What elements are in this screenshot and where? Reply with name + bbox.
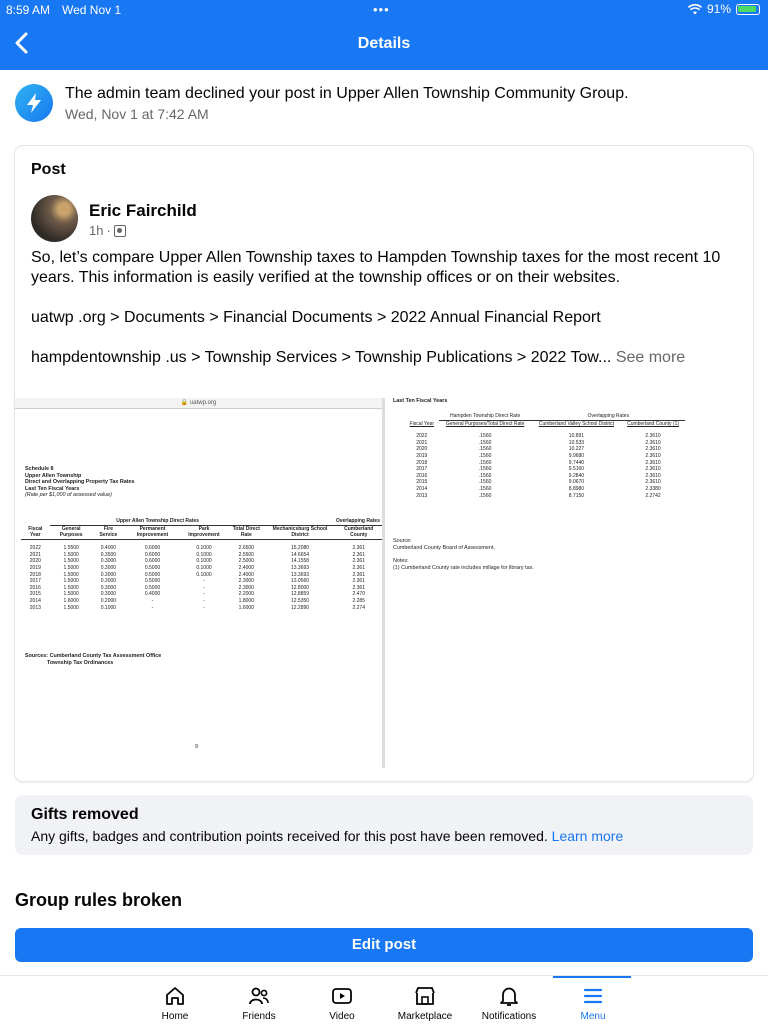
tab-notifications[interactable]: [469, 976, 549, 1024]
status-right: [688, 2, 760, 16]
table-cell: 2.5000: [238, 558, 254, 565]
admin-lightning-icon: [15, 84, 53, 122]
hampden-tax-table-image[interactable]: [385, 398, 753, 768]
upper-allen-tax-table-image[interactable]: [15, 398, 382, 768]
tab-label: Notifications: [481, 1011, 537, 1022]
table-row: [405, 473, 685, 480]
table-cell: 2.3610: [645, 439, 661, 446]
table-cell: 8.8980: [568, 485, 585, 492]
status-bar: [0, 0, 768, 20]
video-icon: [330, 984, 354, 1008]
table-cell: 2018: [416, 459, 428, 466]
table-cell: 0.2000: [100, 598, 117, 605]
table-cell: .1560: [478, 452, 492, 459]
table-cell: 2.285: [352, 598, 365, 605]
table-cell: 0.1000: [100, 604, 117, 611]
table-cell: -: [203, 578, 205, 585]
table-cell: 1.5000: [63, 571, 79, 578]
table-cell: 0.3000: [100, 565, 117, 572]
table-cell: 2.3610: [645, 446, 661, 453]
table-cell: 0.3000: [100, 558, 117, 565]
table-cell: 2.361: [352, 551, 365, 558]
table-cell: 2.361: [352, 584, 365, 591]
table-cell: 2.361: [352, 558, 365, 565]
table-cell: 2.3610: [645, 452, 661, 459]
table-cell: 2.3000: [238, 578, 254, 585]
avatar[interactable]: [31, 195, 78, 242]
table-cell: 2013: [29, 604, 41, 611]
gifts-description: Any gifts, badges and contribution points received for this post have been removed. Learn more: [31, 828, 624, 844]
table-cell: 2.3610: [645, 459, 661, 466]
column-header: Fiscal Year: [409, 420, 434, 427]
notes: Notes: (1) Cumberland County rate includes millage for library tax.: [393, 558, 534, 571]
decline-notice: [15, 82, 755, 126]
table-cell: 14.1558: [290, 558, 310, 565]
table-row: [21, 552, 382, 559]
table-cell: 14.6654: [290, 551, 310, 558]
table-cell: 2021: [416, 439, 428, 446]
table-cell: 0.1000: [196, 545, 212, 552]
table-row: [405, 446, 685, 453]
table-cell: .1560: [478, 479, 492, 486]
table-cell: 2.3000: [238, 584, 254, 591]
table-cell: 9.5160: [568, 466, 585, 473]
table-row: [405, 460, 685, 467]
post-meta: 1h ·: [89, 223, 126, 238]
table-cell: 0.5000: [144, 571, 161, 578]
table-cell: 1.5000: [63, 551, 79, 558]
schedule-heading: Schedule 8 Upper Allen Township Direct and Overlapping Property Tax Rates Last Ten Fiscal Years (Rate per $1,000 of assessed value): [25, 466, 135, 499]
table-cell: 12.5350: [290, 598, 310, 605]
battery-percent: 91%: [706, 2, 731, 16]
marketplace-icon: [413, 984, 437, 1008]
table-cell: -: [151, 598, 154, 605]
table-cell: 2019: [29, 565, 41, 572]
column-header: Total Direct Rate: [227, 525, 266, 539]
battery-icon: [736, 4, 760, 15]
table-cell: 15.2080: [290, 545, 310, 552]
column-header: General Purposes: [50, 525, 93, 539]
gifts-title: Gifts removed: [31, 806, 139, 823]
table-cell: 2020: [416, 446, 428, 453]
column-header: Fire Service: [93, 525, 124, 539]
table-row: [405, 453, 685, 460]
table-cell: 12.2890: [290, 604, 310, 611]
table-row: [405, 466, 685, 473]
table-cell: 13.3693: [290, 571, 310, 578]
table-cell: 8.7150: [568, 492, 585, 499]
table-cell: 2.4000: [238, 565, 254, 572]
table-cell: 2.361: [352, 565, 365, 572]
table-row: [21, 605, 382, 612]
table-cell: 0.5000: [144, 578, 161, 585]
table-cell: 0.4000: [144, 591, 161, 598]
hampden-table: Hampden Township Direct Rate Overlapping Rates Fiscal Year General Purposes/Total Direct Rate Cumberland Valley School District Cumberland County (1) 2022 .1560 10.891 2.3610 2021 .1560 10.533 2.3610 2020 .1560 10.227 2.3610 2019 .1560 9.9680 2.3610 2018 .1560 9.7440 2.3610 2017 .1560 9.5160 2.3610 2016 .1560 9.2840 2.3610 2015 .1560 9.0670 2.3610 2014 .1560 8.8980 2.3380 2013 .1560 8.7150 2.2742: [405, 413, 685, 499]
page-number: 9: [195, 744, 198, 750]
table-cell: 0.6000: [144, 545, 161, 552]
table-cell: 1.5000: [63, 558, 79, 565]
table-cell: 2016: [416, 472, 428, 479]
table-row: [21, 585, 382, 592]
table-cell: 0.1000: [196, 565, 212, 572]
notice-time: Wed, Nov 1 at 7:42 AM: [65, 106, 209, 122]
table-cell: 2.3610: [645, 479, 661, 486]
table-row: [21, 591, 382, 598]
table-cell: 2022: [29, 545, 41, 552]
table-row: [21, 598, 382, 605]
table-cell: 1.5000: [63, 565, 79, 572]
table-cell: 0.1000: [196, 558, 212, 565]
post-label: Post: [31, 161, 66, 178]
table-cell: 2.5500: [238, 551, 254, 558]
table-row: [405, 479, 685, 486]
table-cell: 10.227: [568, 446, 585, 453]
tab-video[interactable]: [302, 976, 382, 1024]
table-cell: -: [203, 598, 205, 605]
post-paragraph: uatwp .org > Documents > Financial Documents > 2022 Annual Financial Report: [31, 309, 601, 326]
table-cell: 2014: [416, 485, 428, 492]
tab-marketplace[interactable]: [385, 976, 465, 1024]
page-title: Details: [357, 35, 411, 52]
tab-label: Marketplace: [397, 1011, 453, 1022]
table-cell: 1.5000: [63, 604, 79, 611]
column-header: Cumberland Valley School District: [538, 420, 615, 427]
table-cell: 13.3693: [290, 565, 310, 572]
table-cell: 0.4000: [100, 545, 117, 552]
url-bar: 🔒 uatwp.org: [15, 398, 382, 409]
table-cell: 10.533: [568, 439, 585, 446]
post-card: [15, 146, 753, 781]
column-header: General Purposes/Total Direct Rate: [445, 420, 525, 427]
table-cell: -: [151, 604, 154, 611]
table-cell: 2022: [416, 433, 428, 440]
table-cell: .1560: [478, 466, 492, 473]
post-images[interactable]: [15, 398, 753, 768]
tab-menu[interactable]: [553, 976, 633, 1024]
table-cell: 2.361: [352, 571, 365, 578]
bottom-tab-bar: [0, 975, 768, 1024]
table-cell: 1.6000: [238, 604, 254, 611]
table-cell: 2015: [416, 479, 428, 486]
tab-friends[interactable]: [219, 976, 299, 1024]
table-row: [405, 493, 685, 500]
table-cell: 1.5000: [63, 578, 79, 585]
table-cell: 0.3000: [100, 578, 117, 585]
table-cell: 1.6000: [63, 598, 79, 605]
table-cell: 2019: [416, 452, 428, 459]
post-body: [31, 248, 741, 388]
sources: Sources: Cumberland County Tax Assessment Office Township Tax Ordinances: [25, 653, 162, 666]
table-cell: .1560: [478, 472, 492, 479]
table-cell: 2013: [416, 492, 428, 499]
top-bar: [0, 0, 768, 70]
table-cell: 2017: [29, 578, 41, 585]
learn-more-link[interactable]: Learn more: [551, 828, 624, 844]
table-cell: .1560: [478, 433, 492, 440]
table-cell: 9.2840: [568, 472, 585, 479]
table-cell: 2.3610: [645, 433, 661, 440]
table-cell: .1560: [478, 446, 492, 453]
table-cell: 9.0670: [568, 479, 585, 486]
table-cell: 0.5000: [144, 565, 161, 572]
table-cell: -: [203, 591, 205, 598]
table-cell: .1560: [478, 439, 492, 446]
table-cell: 0.5000: [144, 584, 161, 591]
table-cell: 0.6000: [144, 551, 161, 558]
table-cell: 0.1000: [196, 551, 212, 558]
home-icon: [163, 984, 187, 1008]
column-header: Cumberland County (1): [627, 420, 680, 427]
menu-icon: [581, 984, 605, 1008]
table-cell: 1.5000: [63, 591, 79, 598]
source-note: Source: Cumberland County Board of Assessment.: [393, 538, 495, 551]
table-row: [405, 433, 685, 440]
table-cell: 2.3610: [645, 466, 661, 473]
tab-label: Video: [329, 1011, 355, 1022]
gifts-removed-panel: [15, 795, 753, 855]
table-cell: 2016: [29, 584, 41, 591]
upper-allen-table: Upper Allen Township Direct Rates Overlapping Rates Fiscal Year General Purposes Fire Service Permanent Improvement Park Improvement Total Direct Rate Mechanicsburg School District Cumberland County 2022 1.5500 0.4000 0.6000 0.1000 2.6500 15.2080 2.361 2021 1.5000 0.3500 0.6000 0.1000 2.5500 14.6654 2.361 2020 1.5000 0.3000 0.6000 0.1000 2.5000 14.1558 2.361 2019 1.5000 0.3000 0.5000 0.1000 2.4000 13.3693 2.361 2018 1.5000 0.3000 0.5000 0.1000 2.4000 13.3693 2.361 2017 1.5000 0.3000 0.5000 - 2.3000 13.0560 2.361 2016 1.5000 0.3000 0.5000 - 2.3000 12.8000 2.361 2015 1.5000 0.3000 0.4000 - 2.2000 12.8859 2.470 2014 1.6000 0.2000 - - 1.8000 12.5350 2.285 2013 1.5000 0.1000 - - 1.6000 12.2890 2.274: [21, 518, 382, 611]
table-row: [21, 545, 382, 552]
table-cell: 2.361: [352, 545, 365, 552]
table-cell: 2.3380: [645, 485, 661, 492]
table-cell: 2014: [29, 598, 41, 605]
post-age: 1h: [89, 223, 104, 238]
wifi-icon: [688, 4, 702, 15]
table-cell: 2.470: [352, 591, 365, 598]
table-cell: 1.5000: [63, 584, 79, 591]
friends-icon: [247, 984, 271, 1008]
tab-label: Friends: [242, 1011, 276, 1022]
table-cell: 1.8000: [238, 598, 254, 605]
group-rules-heading: Group rules broken: [15, 890, 183, 910]
table-cell: 12.8859: [290, 591, 310, 598]
table-cell: 9.9680: [568, 452, 585, 459]
notice-text: The admin team declined your post in Upper Allen Township Community Group.: [65, 85, 629, 102]
table-cell: -: [203, 604, 205, 611]
table-cell: .1560: [478, 459, 492, 466]
table-row: [21, 572, 382, 579]
table-cell: 2015: [29, 591, 41, 598]
column-header: Cumberland County: [334, 525, 382, 539]
status-time: 8:59 AM: [6, 3, 51, 17]
table-cell: 2.3610: [645, 472, 661, 479]
table-cell: 0.3000: [100, 591, 117, 598]
post-paragraph: So, let’s compare Upper Allen Township taxes to Hampden Township taxes for the most recent 10 years. This information is easily verified at the township offices or on their websites.: [31, 249, 721, 286]
author-name[interactable]: Eric Fairchild: [89, 201, 197, 220]
table-row: [21, 578, 382, 585]
table-cell: .1560: [478, 485, 492, 492]
table-cell: 12.8000: [290, 584, 310, 591]
column-header: Park Improvement: [181, 525, 227, 539]
table-cell: .1560: [478, 492, 492, 499]
table-cell: 0.6000: [144, 558, 161, 565]
column-header: Fiscal Year: [21, 525, 50, 539]
table-row: [405, 440, 685, 447]
see-more-link[interactable]: See more: [615, 349, 686, 366]
status-date: Wed Nov 1: [62, 3, 122, 17]
tab-label: Home: [161, 1011, 189, 1022]
table-cell: 0.3000: [100, 571, 117, 578]
table-cell: 2.6500: [238, 545, 254, 552]
post-paragraph: hampdentownship .us > Township Services > Township Publications > 2022 Tow... See more: [31, 349, 686, 366]
table-cell: 2020: [29, 558, 41, 565]
table-cell: 13.0560: [290, 578, 310, 585]
table-cell: 0.1000: [196, 571, 212, 578]
column-header: Mechanicsburg School District: [266, 525, 335, 539]
multitask-dots-icon[interactable]: •••: [373, 2, 390, 17]
tab-label: Menu: [580, 1011, 606, 1022]
table-cell: 2.274: [352, 604, 365, 611]
table-cell: 2018: [29, 571, 41, 578]
edit-post-button[interactable]: Edit post: [15, 928, 753, 962]
bell-icon: [497, 984, 521, 1008]
table-cell: 10.891: [568, 433, 585, 440]
table-row: [21, 558, 382, 565]
column-header: Permanent Improvement: [124, 525, 181, 539]
table-row: [21, 565, 382, 572]
table-cell: 2021: [29, 551, 41, 558]
table-cell: 2017: [416, 466, 428, 473]
table-cell: 0.3500: [100, 551, 117, 558]
tab-home[interactable]: [135, 976, 215, 1024]
table-cell: 0.3000: [100, 584, 117, 591]
right-title: Last Ten Fiscal Years: [393, 398, 448, 404]
table-cell: 2.4000: [238, 571, 254, 578]
table-row: [405, 486, 685, 493]
table-cell: 2.361: [352, 578, 365, 585]
table-cell: 9.7440: [568, 459, 585, 466]
table-cell: 2.2000: [238, 591, 254, 598]
table-cell: -: [203, 584, 205, 591]
group-audience-icon: [114, 225, 126, 237]
table-cell: 1.5500: [63, 545, 79, 552]
table-cell: 2.2742: [645, 492, 661, 499]
